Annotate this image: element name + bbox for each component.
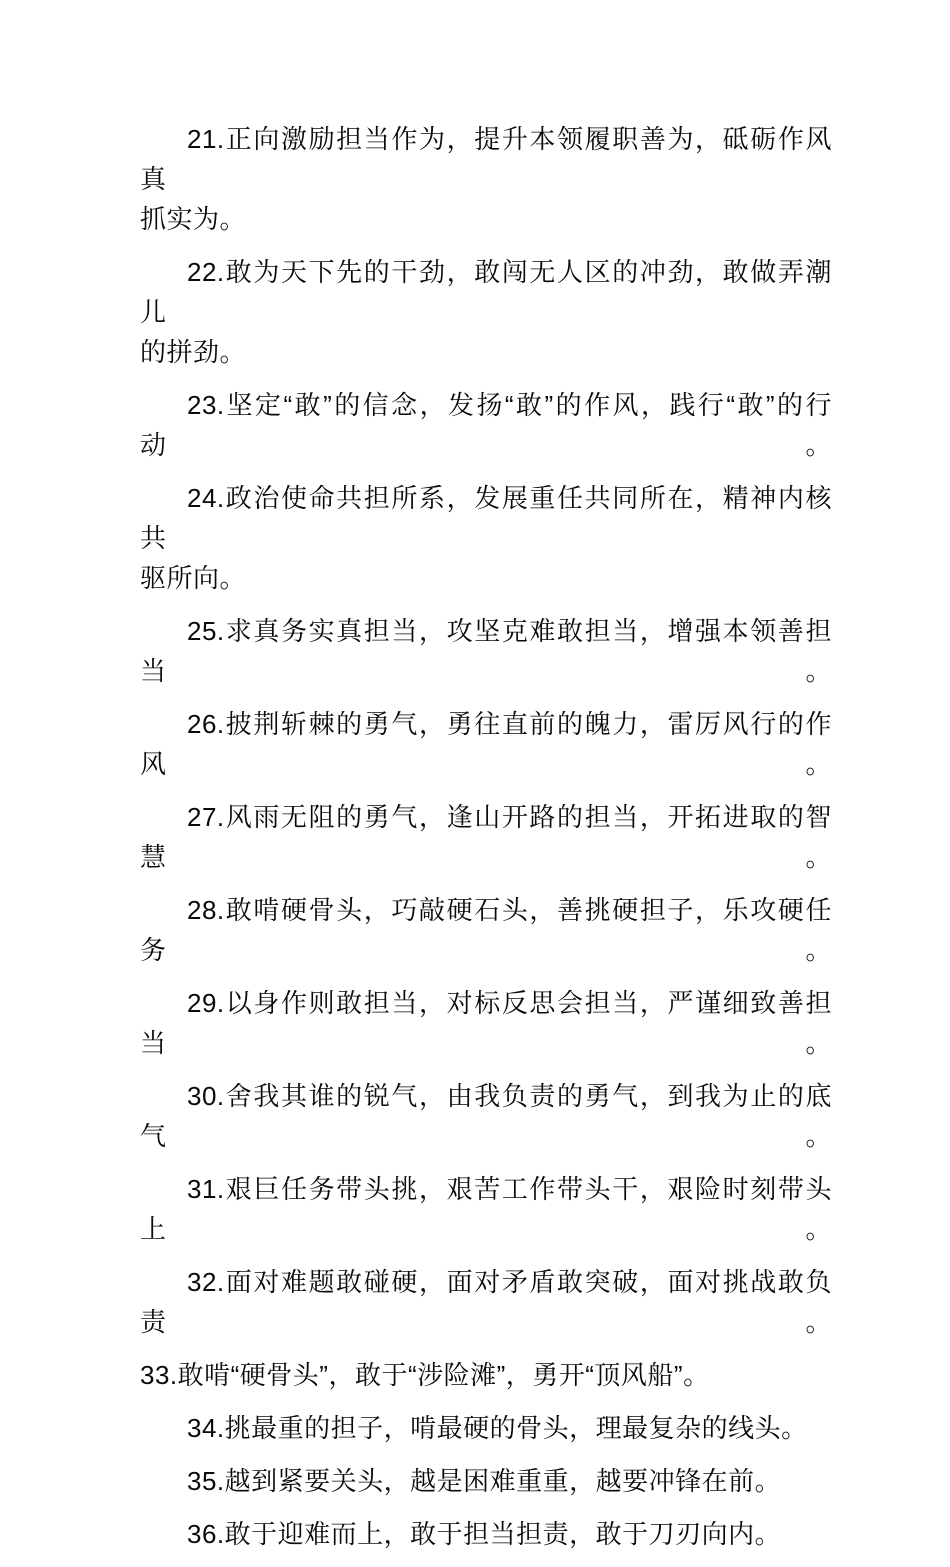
para-22-line-2: 的拼劲。 [140,337,247,367]
paragraph-28 [140,890,832,970]
paragraph-32 [140,1262,832,1342]
paragraph-34 [140,1408,832,1448]
paragraph-21 [140,119,832,239]
paragraph-23 [140,385,832,465]
para-29-line-1: 29.以身作则敢担当，对标反思会担当，严谨细致善担当。 [140,988,832,1058]
para-27-line-1: 27.风雨无阻的勇气，逢山开路的担当，开拓进取的智慧。 [140,802,832,872]
para-30-line-1: 30.舍我其谁的锐气，由我负责的勇气，到我为止的底气。 [140,1081,832,1151]
para-24-line-2: 驱所向。 [140,563,247,593]
para-28-line-1: 28.敢啃硬骨头，巧敲硬石头，善挑硬担子，乐攻硬任务。 [140,895,832,965]
paragraph-27 [140,797,832,877]
paragraph-29 [140,983,832,1063]
paragraph-26 [140,704,832,784]
paragraph-35 [140,1461,832,1501]
document-page [140,119,832,1567]
para-22-line-1: 22.敢为天下先的干劲，敢闯无人区的冲劲，敢做弄潮儿 [140,257,832,327]
para-35-line-1: 35.越到紧要关头，越是困难重重，越要冲锋在前。 [187,1466,782,1496]
paragraph-36 [140,1514,832,1554]
para-25-line-1: 25.求真务实真担当，攻坚克难敢担当，增强本领善担当。 [140,616,832,686]
paragraph-24 [140,478,832,598]
para-33-line-1: 33.敢啃“硬骨头”，敢于“涉险滩”，勇开“顶风船”。 [140,1360,710,1390]
para-24-line-1: 24.政治使命共担所系，发展重任共同所在，精神内核共 [140,483,832,553]
paragraph-25 [140,611,832,691]
para-21-line-2: 抓实为。 [140,204,247,234]
paragraph-30 [140,1076,832,1156]
para-34-line-1: 34.挑最重的担子，啃最硬的骨头，理最复杂的线头。 [187,1413,808,1443]
para-32-line-1: 32.面对难题敢碰硬，面对矛盾敢突破，面对挑战敢负责。 [140,1267,832,1337]
paragraph-31 [140,1169,832,1249]
para-36-line-1: 36.敢于迎难而上，敢于担当担责，敢于刀刃向内。 [187,1519,782,1549]
para-23-line-1: 23.坚定“敢”的信念，发扬“敢”的作风，践行“敢”的行动。 [140,390,832,460]
para-21-line-1: 21.正向激励担当作为，提升本领履职善为，砥砺作风真 [140,124,832,194]
paragraph-22 [140,252,832,372]
paragraph-33 [140,1355,832,1395]
para-26-line-1: 26.披荆斩棘的勇气，勇往直前的魄力，雷厉风行的作风。 [140,709,832,779]
para-31-line-1: 31.艰巨任务带头挑，艰苦工作带头干，艰险时刻带头上。 [140,1174,832,1244]
